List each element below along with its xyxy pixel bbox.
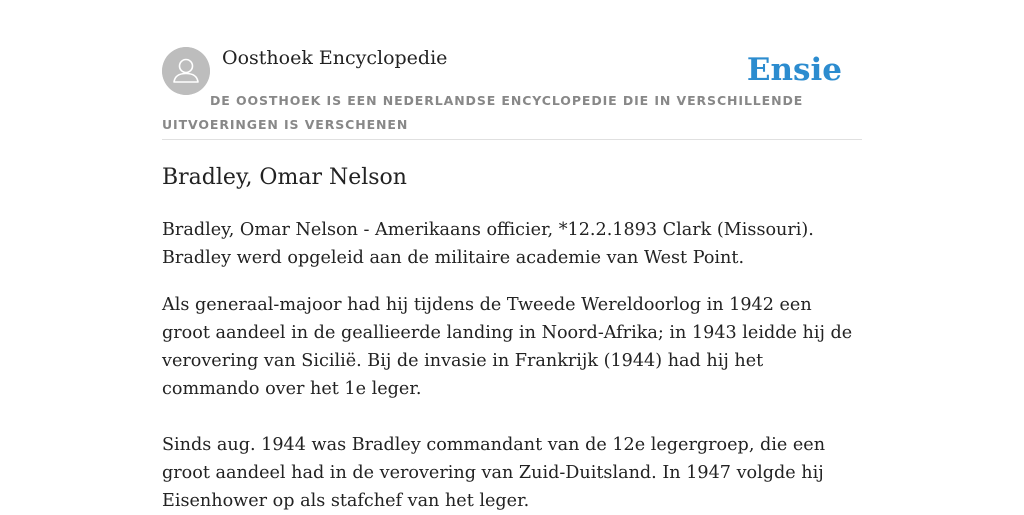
site-header xyxy=(162,0,862,140)
site-tagline: DE OOSTHOEK IS EEN NEDERLANDSE ENCYCLOPEDIE DIE IN VERSCHILLENDE UITVOERINGEN IS VERSCHENEN xyxy=(162,93,804,132)
site-name[interactable]: Oosthoek Encyclopedie xyxy=(222,47,448,69)
article-paragraph: Sinds aug. 1944 was Bradley commandant van de 12e legergroep, die een groot aandeel had in de verovering van Zuid-Duitsland. In 1947 volgde hij Eisenhower op als stafchef van het leger. xyxy=(162,435,826,511)
article-paragraph: Bradley, Omar Nelson - Amerikaans officier, *12.2.1893 Clark (Missouri). Bradley werd opgeleid aan de militaire academie van West Point. xyxy=(162,220,814,268)
user-silhouette-icon[interactable] xyxy=(162,47,210,95)
page-container xyxy=(162,0,862,511)
brand-logo[interactable]: Ensie xyxy=(746,52,842,88)
article-title: Bradley, Omar Nelson xyxy=(162,165,407,190)
article-paragraph: Als generaal-majoor had hij tijdens de Tweede Wereldoorlog in 1942 een groot aandeel in de geallieerde landing in Noord-Afrika; in 1943 leidde hij de verovering van Sicilië. Bij de invasie in Frankrijk (1944) had hij het commando over het 1e leger. xyxy=(162,295,853,399)
article-body xyxy=(162,216,862,515)
